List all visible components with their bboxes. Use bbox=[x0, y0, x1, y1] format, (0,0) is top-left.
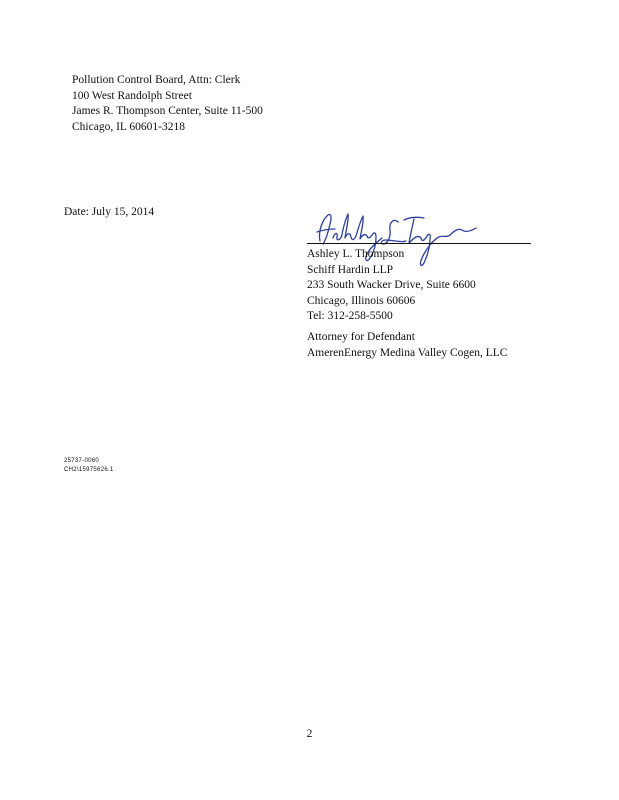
attorney-role: Attorney for Defendant bbox=[307, 331, 415, 343]
signer-name: Ashley L. Thompson bbox=[307, 248, 405, 260]
signer-phone: Tel: 312-258-5500 bbox=[307, 310, 393, 322]
client-name: AmerenEnergy Medina Valley Cogen, LLC bbox=[307, 346, 508, 359]
address-line-1: Pollution Control Board, Attn: Clerk bbox=[72, 74, 241, 86]
recipient-address-block bbox=[72, 73, 263, 135]
document-codes bbox=[64, 457, 114, 475]
attorney-role-block bbox=[307, 330, 507, 361]
date-line: Date: July 15, 2014 bbox=[64, 206, 155, 218]
signature-rule bbox=[307, 243, 531, 244]
address-line-2: 100 West Randolph Street bbox=[72, 89, 192, 102]
matter-number: 25737-0060 bbox=[64, 458, 100, 464]
signer-street: 233 South Wacker Drive, Suite 6600 bbox=[307, 279, 476, 291]
signer-city: Chicago, Illinois 60606 bbox=[307, 294, 416, 307]
document-id: CH2\15975626.1 bbox=[64, 467, 114, 473]
address-line-3: James R. Thompson Center, Suite 11-500 bbox=[72, 105, 263, 117]
signer-firm: Schiff Hardin LLP bbox=[307, 263, 394, 276]
signature-block bbox=[307, 247, 476, 325]
address-line-4: Chicago, IL 60601-3218 bbox=[72, 120, 185, 133]
page-number: 2 bbox=[306, 728, 313, 740]
